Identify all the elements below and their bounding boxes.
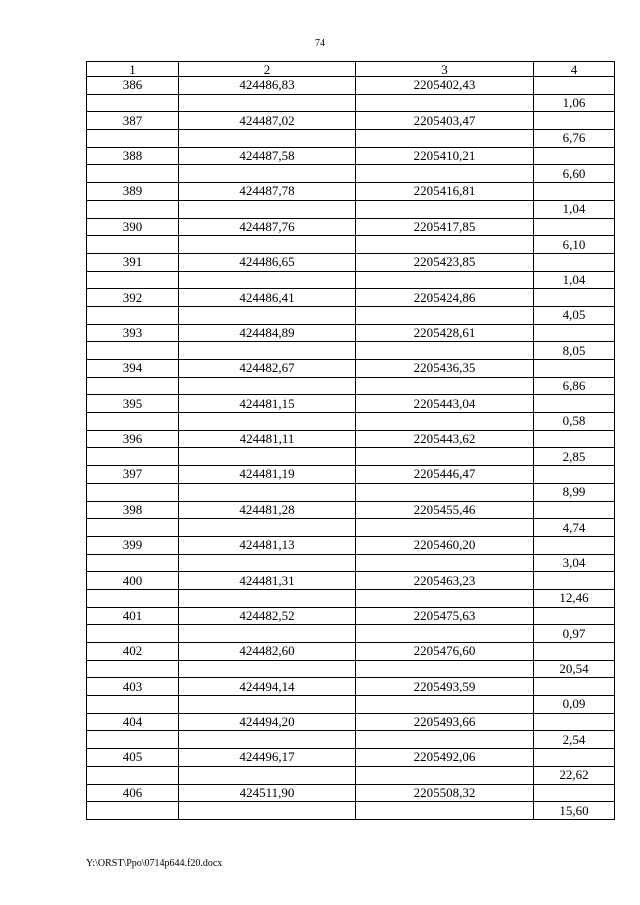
cell-point-x: 424486,83 [179, 77, 356, 95]
cell-empty [179, 766, 356, 784]
cell-empty [534, 501, 615, 519]
cell-point-y: 2205493,66 [356, 713, 534, 731]
cell-point-n: 406 [87, 784, 179, 802]
cell-empty [356, 306, 534, 324]
cell-empty [356, 271, 534, 289]
cell-empty [534, 147, 615, 165]
cell-point-x: 424481,28 [179, 501, 356, 519]
cell-point-n: 398 [87, 501, 179, 519]
cell-empty [534, 289, 615, 307]
cell-empty [356, 519, 534, 537]
table-row-distance [87, 94, 615, 112]
table-row-point [87, 183, 615, 201]
table-row-distance [87, 271, 615, 289]
cell-point-n: 395 [87, 395, 179, 413]
cell-point-x: 424486,65 [179, 253, 356, 271]
cell-point-x: 424482,67 [179, 360, 356, 378]
cell-empty [87, 271, 179, 289]
cell-empty [534, 77, 615, 95]
column-header-1: 1 [87, 62, 179, 77]
table-row-distance [87, 165, 615, 183]
cell-empty [87, 554, 179, 572]
table-row-distance [87, 483, 615, 501]
cell-distance: 0,58 [534, 413, 615, 431]
cell-point-x: 424482,60 [179, 643, 356, 661]
table-row-distance [87, 200, 615, 218]
cell-point-y: 2205436,35 [356, 360, 534, 378]
cell-point-n: 401 [87, 607, 179, 625]
cell-empty [87, 236, 179, 254]
cell-point-x: 424481,19 [179, 466, 356, 484]
cell-point-y: 2205455,46 [356, 501, 534, 519]
page-number: 74 [315, 38, 325, 49]
coordinates-table [86, 61, 615, 820]
cell-empty [534, 784, 615, 802]
cell-point-n: 386 [87, 77, 179, 95]
cell-empty [356, 94, 534, 112]
cell-point-y: 2205476,60 [356, 643, 534, 661]
table-row-point [87, 466, 615, 484]
cell-empty [179, 448, 356, 466]
cell-empty [356, 413, 534, 431]
cell-point-y: 2205492,06 [356, 749, 534, 767]
table-row-point [87, 77, 615, 95]
cell-point-n: 403 [87, 678, 179, 696]
cell-empty [87, 696, 179, 714]
cell-empty [179, 165, 356, 183]
table-row-point [87, 607, 615, 625]
cell-empty [87, 731, 179, 749]
cell-distance: 4,74 [534, 519, 615, 537]
cell-empty [534, 324, 615, 342]
cell-empty [534, 253, 615, 271]
cell-point-x: 424482,52 [179, 607, 356, 625]
table-row-point [87, 147, 615, 165]
cell-empty [356, 589, 534, 607]
cell-empty [356, 554, 534, 572]
table-header-row [87, 62, 615, 77]
cell-empty [534, 536, 615, 554]
cell-empty [356, 377, 534, 395]
cell-empty [534, 360, 615, 378]
cell-empty [534, 183, 615, 201]
table-row-point [87, 678, 615, 696]
table-row-distance [87, 236, 615, 254]
table-row-point [87, 430, 615, 448]
table-row-point [87, 536, 615, 554]
cell-empty [534, 430, 615, 448]
cell-distance: 15,60 [534, 802, 615, 820]
cell-empty [356, 236, 534, 254]
cell-point-n: 405 [87, 749, 179, 767]
footer-file-path: Y:\ORST\Ppo\0714p644.f20.docx [86, 858, 223, 869]
cell-distance: 12,46 [534, 589, 615, 607]
table-row-point [87, 112, 615, 130]
table-row-distance [87, 766, 615, 784]
cell-empty [87, 589, 179, 607]
table-body [87, 77, 615, 820]
table-row-distance [87, 448, 615, 466]
cell-point-y: 2205417,85 [356, 218, 534, 236]
cell-point-n: 396 [87, 430, 179, 448]
table-row-distance [87, 342, 615, 360]
table-row-point [87, 360, 615, 378]
cell-point-x: 424511,90 [179, 784, 356, 802]
column-header-4: 4 [534, 62, 615, 77]
cell-point-y: 2205416,81 [356, 183, 534, 201]
cell-empty [87, 413, 179, 431]
cell-distance: 6,76 [534, 130, 615, 148]
cell-point-y: 2205423,85 [356, 253, 534, 271]
cell-empty [356, 660, 534, 678]
cell-empty [87, 94, 179, 112]
cell-empty [179, 625, 356, 643]
cell-empty [87, 625, 179, 643]
cell-point-y: 2205463,23 [356, 572, 534, 590]
cell-empty [87, 342, 179, 360]
cell-point-y: 2205493,59 [356, 678, 534, 696]
cell-empty [179, 236, 356, 254]
cell-point-y: 2205403,47 [356, 112, 534, 130]
cell-point-y: 2205402,43 [356, 77, 534, 95]
table-row-point [87, 253, 615, 271]
cell-empty [179, 696, 356, 714]
cell-point-x: 424487,78 [179, 183, 356, 201]
cell-empty [87, 130, 179, 148]
cell-point-x: 424494,20 [179, 713, 356, 731]
cell-empty [87, 483, 179, 501]
cell-distance: 22,62 [534, 766, 615, 784]
cell-empty [534, 607, 615, 625]
table-row-distance [87, 377, 615, 395]
cell-empty [179, 589, 356, 607]
cell-point-x: 424487,58 [179, 147, 356, 165]
cell-empty [356, 802, 534, 820]
cell-distance: 8,99 [534, 483, 615, 501]
cell-distance: 6,86 [534, 377, 615, 395]
cell-empty [534, 572, 615, 590]
table-row-point [87, 218, 615, 236]
cell-point-x: 424487,02 [179, 112, 356, 130]
cell-distance: 0,09 [534, 696, 615, 714]
cell-point-n: 393 [87, 324, 179, 342]
cell-point-n: 399 [87, 536, 179, 554]
cell-empty [179, 130, 356, 148]
table-row-distance [87, 130, 615, 148]
cell-distance: 3,04 [534, 554, 615, 572]
cell-point-x: 424481,31 [179, 572, 356, 590]
cell-point-y: 2205443,62 [356, 430, 534, 448]
cell-point-x: 424481,11 [179, 430, 356, 448]
cell-point-n: 390 [87, 218, 179, 236]
cell-empty [534, 112, 615, 130]
table-row-distance [87, 519, 615, 537]
cell-empty [534, 678, 615, 696]
table-row-distance [87, 802, 615, 820]
cell-empty [356, 130, 534, 148]
cell-point-n: 397 [87, 466, 179, 484]
cell-empty [356, 766, 534, 784]
cell-empty [356, 448, 534, 466]
cell-point-n: 388 [87, 147, 179, 165]
cell-empty [179, 802, 356, 820]
table-row-point [87, 643, 615, 661]
cell-point-n: 394 [87, 360, 179, 378]
cell-distance: 2,54 [534, 731, 615, 749]
cell-empty [356, 731, 534, 749]
cell-point-x: 424486,41 [179, 289, 356, 307]
table-row-point [87, 572, 615, 590]
cell-distance: 1,04 [534, 200, 615, 218]
cell-empty [179, 271, 356, 289]
cell-empty [179, 200, 356, 218]
cell-empty [179, 377, 356, 395]
cell-distance: 8,05 [534, 342, 615, 360]
cell-point-y: 2205424,86 [356, 289, 534, 307]
table-row-distance [87, 660, 615, 678]
cell-empty [179, 660, 356, 678]
cell-point-y: 2205460,20 [356, 536, 534, 554]
cell-point-y: 2205410,21 [356, 147, 534, 165]
table-row-distance [87, 731, 615, 749]
table-row-point [87, 395, 615, 413]
cell-empty [87, 200, 179, 218]
cell-empty [356, 625, 534, 643]
cell-point-n: 392 [87, 289, 179, 307]
table-row-distance [87, 554, 615, 572]
cell-empty [179, 483, 356, 501]
cell-empty [356, 200, 534, 218]
table-row-distance [87, 696, 615, 714]
cell-empty [179, 554, 356, 572]
cell-empty [534, 713, 615, 731]
cell-distance: 6,10 [534, 236, 615, 254]
cell-empty [534, 749, 615, 767]
cell-empty [356, 483, 534, 501]
cell-empty [179, 731, 356, 749]
cell-empty [87, 766, 179, 784]
table-row-point [87, 713, 615, 731]
cell-empty [179, 342, 356, 360]
table-row-point [87, 749, 615, 767]
cell-point-x: 424484,89 [179, 324, 356, 342]
cell-point-y: 2205508,32 [356, 784, 534, 802]
cell-empty [179, 94, 356, 112]
cell-point-y: 2205443,04 [356, 395, 534, 413]
cell-point-n: 404 [87, 713, 179, 731]
cell-distance: 1,04 [534, 271, 615, 289]
cell-empty [356, 165, 534, 183]
table-row-distance [87, 306, 615, 324]
cell-distance: 2,85 [534, 448, 615, 466]
cell-distance: 1,06 [534, 94, 615, 112]
table-row-point [87, 324, 615, 342]
cell-empty [356, 342, 534, 360]
cell-point-n: 400 [87, 572, 179, 590]
cell-distance: 20,54 [534, 660, 615, 678]
cell-distance: 6,60 [534, 165, 615, 183]
cell-point-x: 424496,17 [179, 749, 356, 767]
cell-empty [87, 802, 179, 820]
cell-empty [87, 306, 179, 324]
cell-point-y: 2205428,61 [356, 324, 534, 342]
cell-empty [87, 165, 179, 183]
cell-distance: 0,97 [534, 625, 615, 643]
cell-distance: 4,05 [534, 306, 615, 324]
cell-point-x: 424494,14 [179, 678, 356, 696]
table-row-distance [87, 413, 615, 431]
cell-point-n: 387 [87, 112, 179, 130]
cell-point-x: 424481,13 [179, 536, 356, 554]
table-row-distance [87, 589, 615, 607]
cell-empty [534, 466, 615, 484]
cell-point-y: 2205446,47 [356, 466, 534, 484]
column-header-2: 2 [179, 62, 356, 77]
cell-empty [179, 519, 356, 537]
table-row-point [87, 289, 615, 307]
cell-empty [356, 696, 534, 714]
cell-point-n: 402 [87, 643, 179, 661]
cell-empty [534, 218, 615, 236]
column-header-3: 3 [356, 62, 534, 77]
table-row-distance [87, 625, 615, 643]
cell-point-y: 2205475,63 [356, 607, 534, 625]
cell-point-x: 424487,76 [179, 218, 356, 236]
table-row-point [87, 784, 615, 802]
cell-empty [179, 413, 356, 431]
cell-empty [534, 643, 615, 661]
cell-empty [87, 448, 179, 466]
cell-empty [87, 519, 179, 537]
cell-point-n: 389 [87, 183, 179, 201]
cell-point-x: 424481,15 [179, 395, 356, 413]
cell-point-n: 391 [87, 253, 179, 271]
table-row-point [87, 501, 615, 519]
cell-empty [87, 377, 179, 395]
cell-empty [179, 306, 356, 324]
cell-empty [87, 660, 179, 678]
cell-empty [534, 395, 615, 413]
